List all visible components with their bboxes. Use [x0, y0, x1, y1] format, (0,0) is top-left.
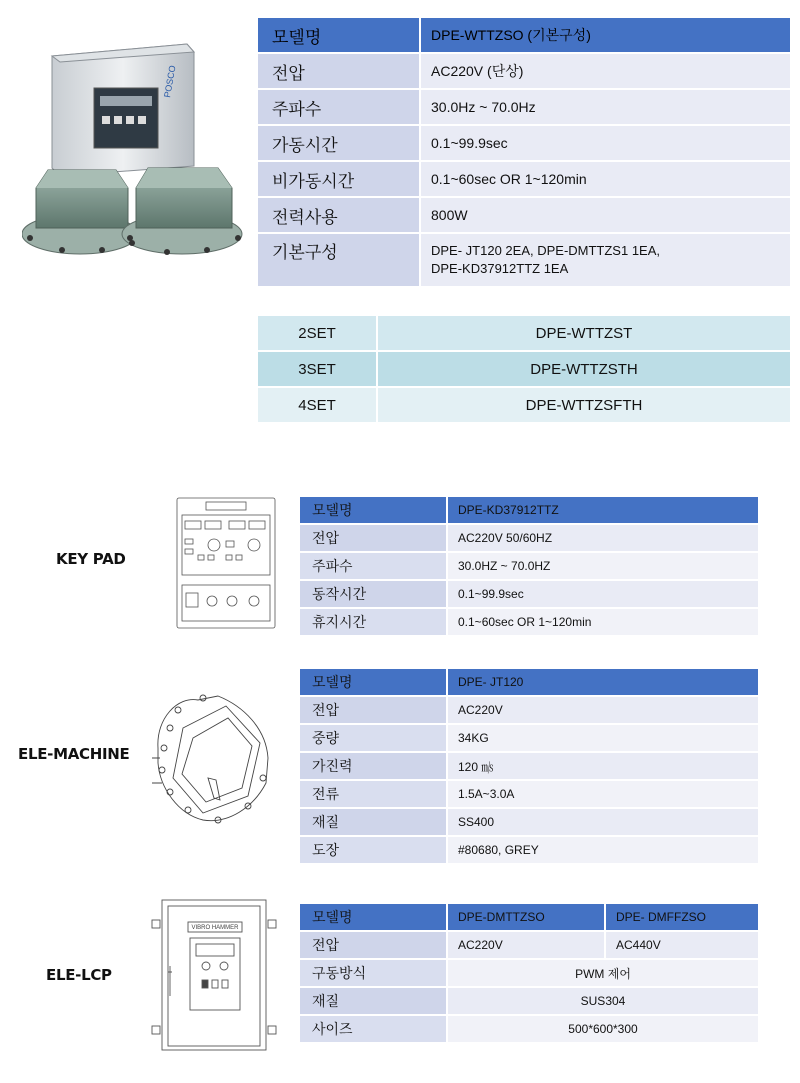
lcp-spec-label: 모델명: [300, 904, 448, 930]
machine-spec-row: [300, 809, 758, 835]
machine-spec-value: 120 ㎧: [448, 753, 758, 779]
machine-spec-value: #80680, GREY: [448, 837, 758, 863]
lcp-spec-row-model: [300, 904, 758, 930]
keypad-drawing: [176, 497, 276, 629]
lcp-spec-label: 사이즈: [300, 1016, 448, 1042]
set-value: DPE-WTTZST: [378, 316, 790, 350]
lcp-spec-value: 500*600*300: [448, 1016, 758, 1042]
lcp-drawing: [150, 896, 278, 1056]
main-spec-label: 기본구성: [258, 234, 421, 286]
set-value: DPE-WTTZSTH: [378, 352, 790, 386]
machine-spec-label: 도장: [300, 837, 448, 863]
keypad-spec-value: 0.1~99.9sec: [448, 581, 758, 607]
machine-spec-label: 중량: [300, 725, 448, 751]
machine-spec-label: 전압: [300, 697, 448, 723]
lcp-spec-table: [300, 902, 758, 1044]
keypad-spec-row: [300, 553, 758, 579]
set-row: [258, 352, 790, 386]
set-row: [258, 388, 790, 422]
machine-spec-row: [300, 753, 758, 779]
keypad-spec-label: 주파수: [300, 553, 448, 579]
keypad-spec-table: [300, 495, 758, 637]
keypad-spec-value: AC220V 50/60HZ: [448, 525, 758, 551]
machine-spec-label: 재질: [300, 809, 448, 835]
set-label: 2SET: [258, 316, 378, 350]
keypad-spec-value: DPE-KD37912TTZ: [448, 497, 758, 523]
machine-drawing: [148, 688, 273, 830]
main-spec-value-line: DPE-KD37912TTZ 1EA: [431, 261, 569, 276]
lcp-spec-row: [300, 932, 758, 958]
main-spec-label: 주파수: [258, 90, 421, 124]
main-spec-label: 전압: [258, 54, 421, 88]
set-table: [258, 314, 790, 424]
main-spec-value: [421, 234, 790, 286]
keypad-spec-value: 0.1~60sec OR 1~120min: [448, 609, 758, 635]
machine-spec-row: [300, 837, 758, 863]
main-spec-row: [258, 126, 790, 160]
lcp-spec-value-b: AC440V: [606, 932, 758, 958]
lcp-spec-label: 구동방식: [300, 960, 448, 986]
main-spec-label: 가동시간: [258, 126, 421, 160]
main-spec-value-line: DPE- JT120 2EA, DPE-DMTTZS1 1EA,: [431, 243, 661, 258]
keypad-spec-row: [300, 609, 758, 635]
product-brand-text: POSCO: [162, 64, 178, 99]
main-spec-row: [258, 162, 790, 196]
keypad-title: KEY PAD: [56, 550, 126, 568]
lcp-spec-value-b: DPE- DMFFZSO: [606, 904, 758, 930]
keypad-spec-row: [300, 497, 758, 523]
machine-spec-value: SS400: [448, 809, 758, 835]
keypad-spec-row: [300, 525, 758, 551]
main-spec-value: 30.0Hz ~ 70.0Hz: [421, 90, 790, 124]
set-label: 4SET: [258, 388, 378, 422]
set-value: DPE-WTTZSFTH: [378, 388, 790, 422]
main-spec-value: 800W: [421, 198, 790, 232]
main-spec-label: 모델명: [258, 18, 421, 52]
lcp-spec-value: SUS304: [448, 988, 758, 1014]
keypad-spec-value: 30.0HZ ~ 70.0HZ: [448, 553, 758, 579]
lcp-spec-row: [300, 1016, 758, 1042]
machine-spec-row: [300, 697, 758, 723]
main-spec-value: AC220V (단상): [421, 54, 790, 88]
main-spec-table: [258, 16, 790, 288]
lcp-spec-value-a: DPE-DMTTZSO: [448, 904, 606, 930]
main-spec-row-model: [258, 18, 790, 52]
lcp-spec-value-a: AC220V: [448, 932, 606, 958]
lcp-spec-row: [300, 960, 758, 986]
main-spec-value: DPE-WTTZSO (기본구성): [421, 18, 790, 52]
keypad-spec-label: 휴지시간: [300, 609, 448, 635]
main-spec-row: [258, 198, 790, 232]
keypad-spec-row: [300, 581, 758, 607]
machine-spec-row: [300, 669, 758, 695]
machine-spec-value: AC220V: [448, 697, 758, 723]
keypad-spec-label: 동작시간: [300, 581, 448, 607]
lcp-spec-value: PWM 제어: [448, 960, 758, 986]
set-row: [258, 316, 790, 350]
machine-spec-value: DPE- JT120: [448, 669, 758, 695]
main-spec-label: 비가동시간: [258, 162, 421, 196]
lcp-spec-label: 재질: [300, 988, 448, 1014]
keypad-spec-label: 모델명: [300, 497, 448, 523]
main-spec-row: [258, 234, 790, 286]
main-spec-value: 0.1~99.9sec: [421, 126, 790, 160]
main-spec-row: [258, 54, 790, 88]
machine-spec-table: [300, 667, 758, 865]
main-spec-label: 전력사용: [258, 198, 421, 232]
main-spec-row: [258, 90, 790, 124]
machine-spec-label: 가진력: [300, 753, 448, 779]
machine-title: ELE-MACHINE: [18, 745, 130, 763]
set-label: 3SET: [258, 352, 378, 386]
machine-spec-row: [300, 725, 758, 751]
machine-spec-value: 1.5A~3.0A: [448, 781, 758, 807]
lcp-title: ELE-LCP: [46, 966, 112, 984]
machine-spec-label: 모델명: [300, 669, 448, 695]
keypad-spec-label: 전압: [300, 525, 448, 551]
lcp-panel-header-text: VIBRO HAMMER: [191, 925, 239, 931]
lcp-spec-label: 전압: [300, 932, 448, 958]
product-photo: [22, 38, 247, 260]
lcp-spec-row: [300, 988, 758, 1014]
machine-spec-value: 34KG: [448, 725, 758, 751]
machine-spec-row: [300, 781, 758, 807]
main-spec-value: 0.1~60sec OR 1~120min: [421, 162, 790, 196]
machine-spec-label: 전류: [300, 781, 448, 807]
